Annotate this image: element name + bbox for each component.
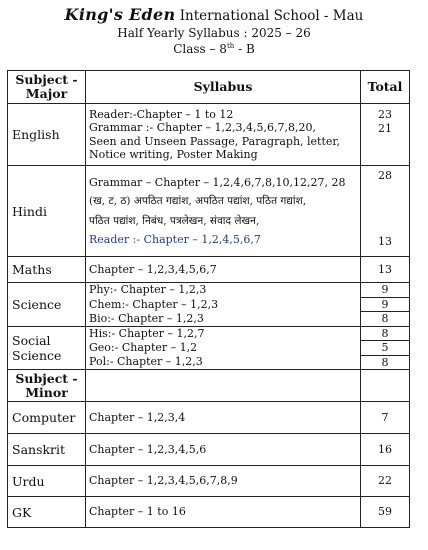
table-row-computer [8, 402, 410, 434]
syllabus-english [86, 104, 361, 166]
subject-english: English [8, 104, 86, 166]
total-science-chem: 9 [361, 297, 410, 312]
table-row-social-his [8, 326, 410, 341]
total-header: Total [361, 71, 410, 104]
subject-science: Science [8, 283, 86, 327]
total-minor-empty [361, 370, 410, 402]
syllabus-maths: Chapter – 1,2,3,4,5,6,7 [86, 257, 361, 283]
subject-social-2: Science [12, 347, 62, 363]
english-reader: Reader:-Chapter – 1 to 12 [89, 107, 234, 121]
english-grammar-3: Notice writing, Poster Making [89, 148, 258, 161]
class-label [0, 41, 428, 57]
class-superscript: th [226, 42, 235, 50]
subject-major-header: Subject - Major [8, 71, 86, 104]
total-hindi [361, 166, 410, 257]
syllabus-sanskrit: Chapter – 1,2,3,4,5,6 [86, 434, 361, 466]
subject-social-science [8, 326, 86, 370]
total-science-bio: 8 [361, 312, 410, 327]
subject-minor-header: Subject - Minor [8, 370, 86, 402]
syllabus-title: Half Yearly Syllabus : 2025 – 26 [117, 26, 311, 40]
class-suffix: - B [234, 42, 255, 56]
total-maths: 13 [361, 257, 410, 283]
table-row-science-phy [8, 283, 410, 298]
subject-sanskrit: Sanskrit [8, 434, 86, 466]
total-computer: 7 [361, 402, 410, 434]
english-grammar-2: Seen and Unseen Passage, Paragraph, letter, [89, 134, 340, 148]
class-prefix: Class – 8 [173, 42, 227, 56]
table-row-maths [8, 257, 410, 283]
total-social-geo: 5 [361, 341, 410, 356]
syllabus-minor-empty [86, 370, 361, 402]
hindi-reader: Reader :- Chapter – 1,2,4,5,6,7 [89, 232, 261, 246]
table-row-minor-label [8, 370, 410, 402]
total-hindi-reader: 13 [378, 234, 392, 248]
total-gk: 59 [361, 497, 410, 528]
total-english-grammar: 21 [378, 121, 392, 135]
subject-maths: Maths [8, 257, 86, 283]
subject-gk: GK [8, 497, 86, 528]
syllabus-social-pol: Pol:- Chapter – 1,2,3 [86, 355, 361, 370]
document-header [0, 6, 428, 57]
english-grammar-1: Grammar :- Chapter – 1,2,3,4,5,6,7,8,20, [89, 121, 316, 134]
syllabus-science-chem: Chem:- Chapter – 1,2,3 [86, 297, 361, 312]
subject-hindi: Hindi [8, 166, 86, 257]
table-row-english [8, 104, 410, 166]
total-social-pol: 8 [361, 355, 410, 370]
table-row-urdu [8, 466, 410, 497]
total-sanskrit: 16 [361, 434, 410, 466]
syllabus-hindi [86, 166, 361, 257]
table-header-row [8, 71, 410, 104]
total-urdu: 22 [361, 466, 410, 497]
school-name-rest: International School - Mau [179, 8, 364, 24]
subject-urdu: Urdu [8, 466, 86, 497]
school-name [0, 6, 428, 25]
hindi-grammar-3: पठित पद्यांश, निबंध, पत्रलेखन, संवाद लेखन, [89, 214, 260, 227]
syllabus-table [7, 70, 410, 528]
syllabus-social-his: His:- Chapter – 1,2,7 [86, 326, 361, 341]
table-row-gk [8, 497, 410, 528]
subject-social-1: Social [12, 332, 51, 348]
total-english [361, 104, 410, 166]
syllabus-science-phy: Phy:- Chapter – 1,2,3 [86, 283, 361, 298]
syllabus-urdu: Chapter – 1,2,3,4,5,6,7,8,9 [86, 466, 361, 497]
syllabus-social-geo: Geo:- Chapter – 1,2 [86, 341, 361, 356]
total-hindi-grammar: 28 [378, 169, 392, 182]
hindi-grammar-1: Grammar – Chapter – 1,2,4,6,7,8,10,12,27, 28 [89, 175, 346, 189]
table-row-hindi [8, 166, 410, 257]
syllabus-gk: Chapter – 1 to 16 [86, 497, 361, 528]
total-english-reader: 23 [378, 108, 392, 121]
syllabus-science-bio: Bio:- Chapter – 1,2,3 [86, 312, 361, 327]
hindi-grammar-2: (ख, ट, ठ) अपठित गद्यांश, अपठित पद्यांश, पठित गद्यांश, [89, 194, 307, 207]
subject-computer: Computer [8, 402, 86, 434]
syllabus-computer: Chapter – 1,2,3,4 [86, 402, 361, 434]
table-row-sanskrit [8, 434, 410, 466]
syllabus-header: Syllabus [86, 71, 361, 104]
total-science-phy: 9 [361, 283, 410, 298]
total-social-his: 8 [361, 326, 410, 341]
school-brand: King's Eden [64, 5, 176, 24]
